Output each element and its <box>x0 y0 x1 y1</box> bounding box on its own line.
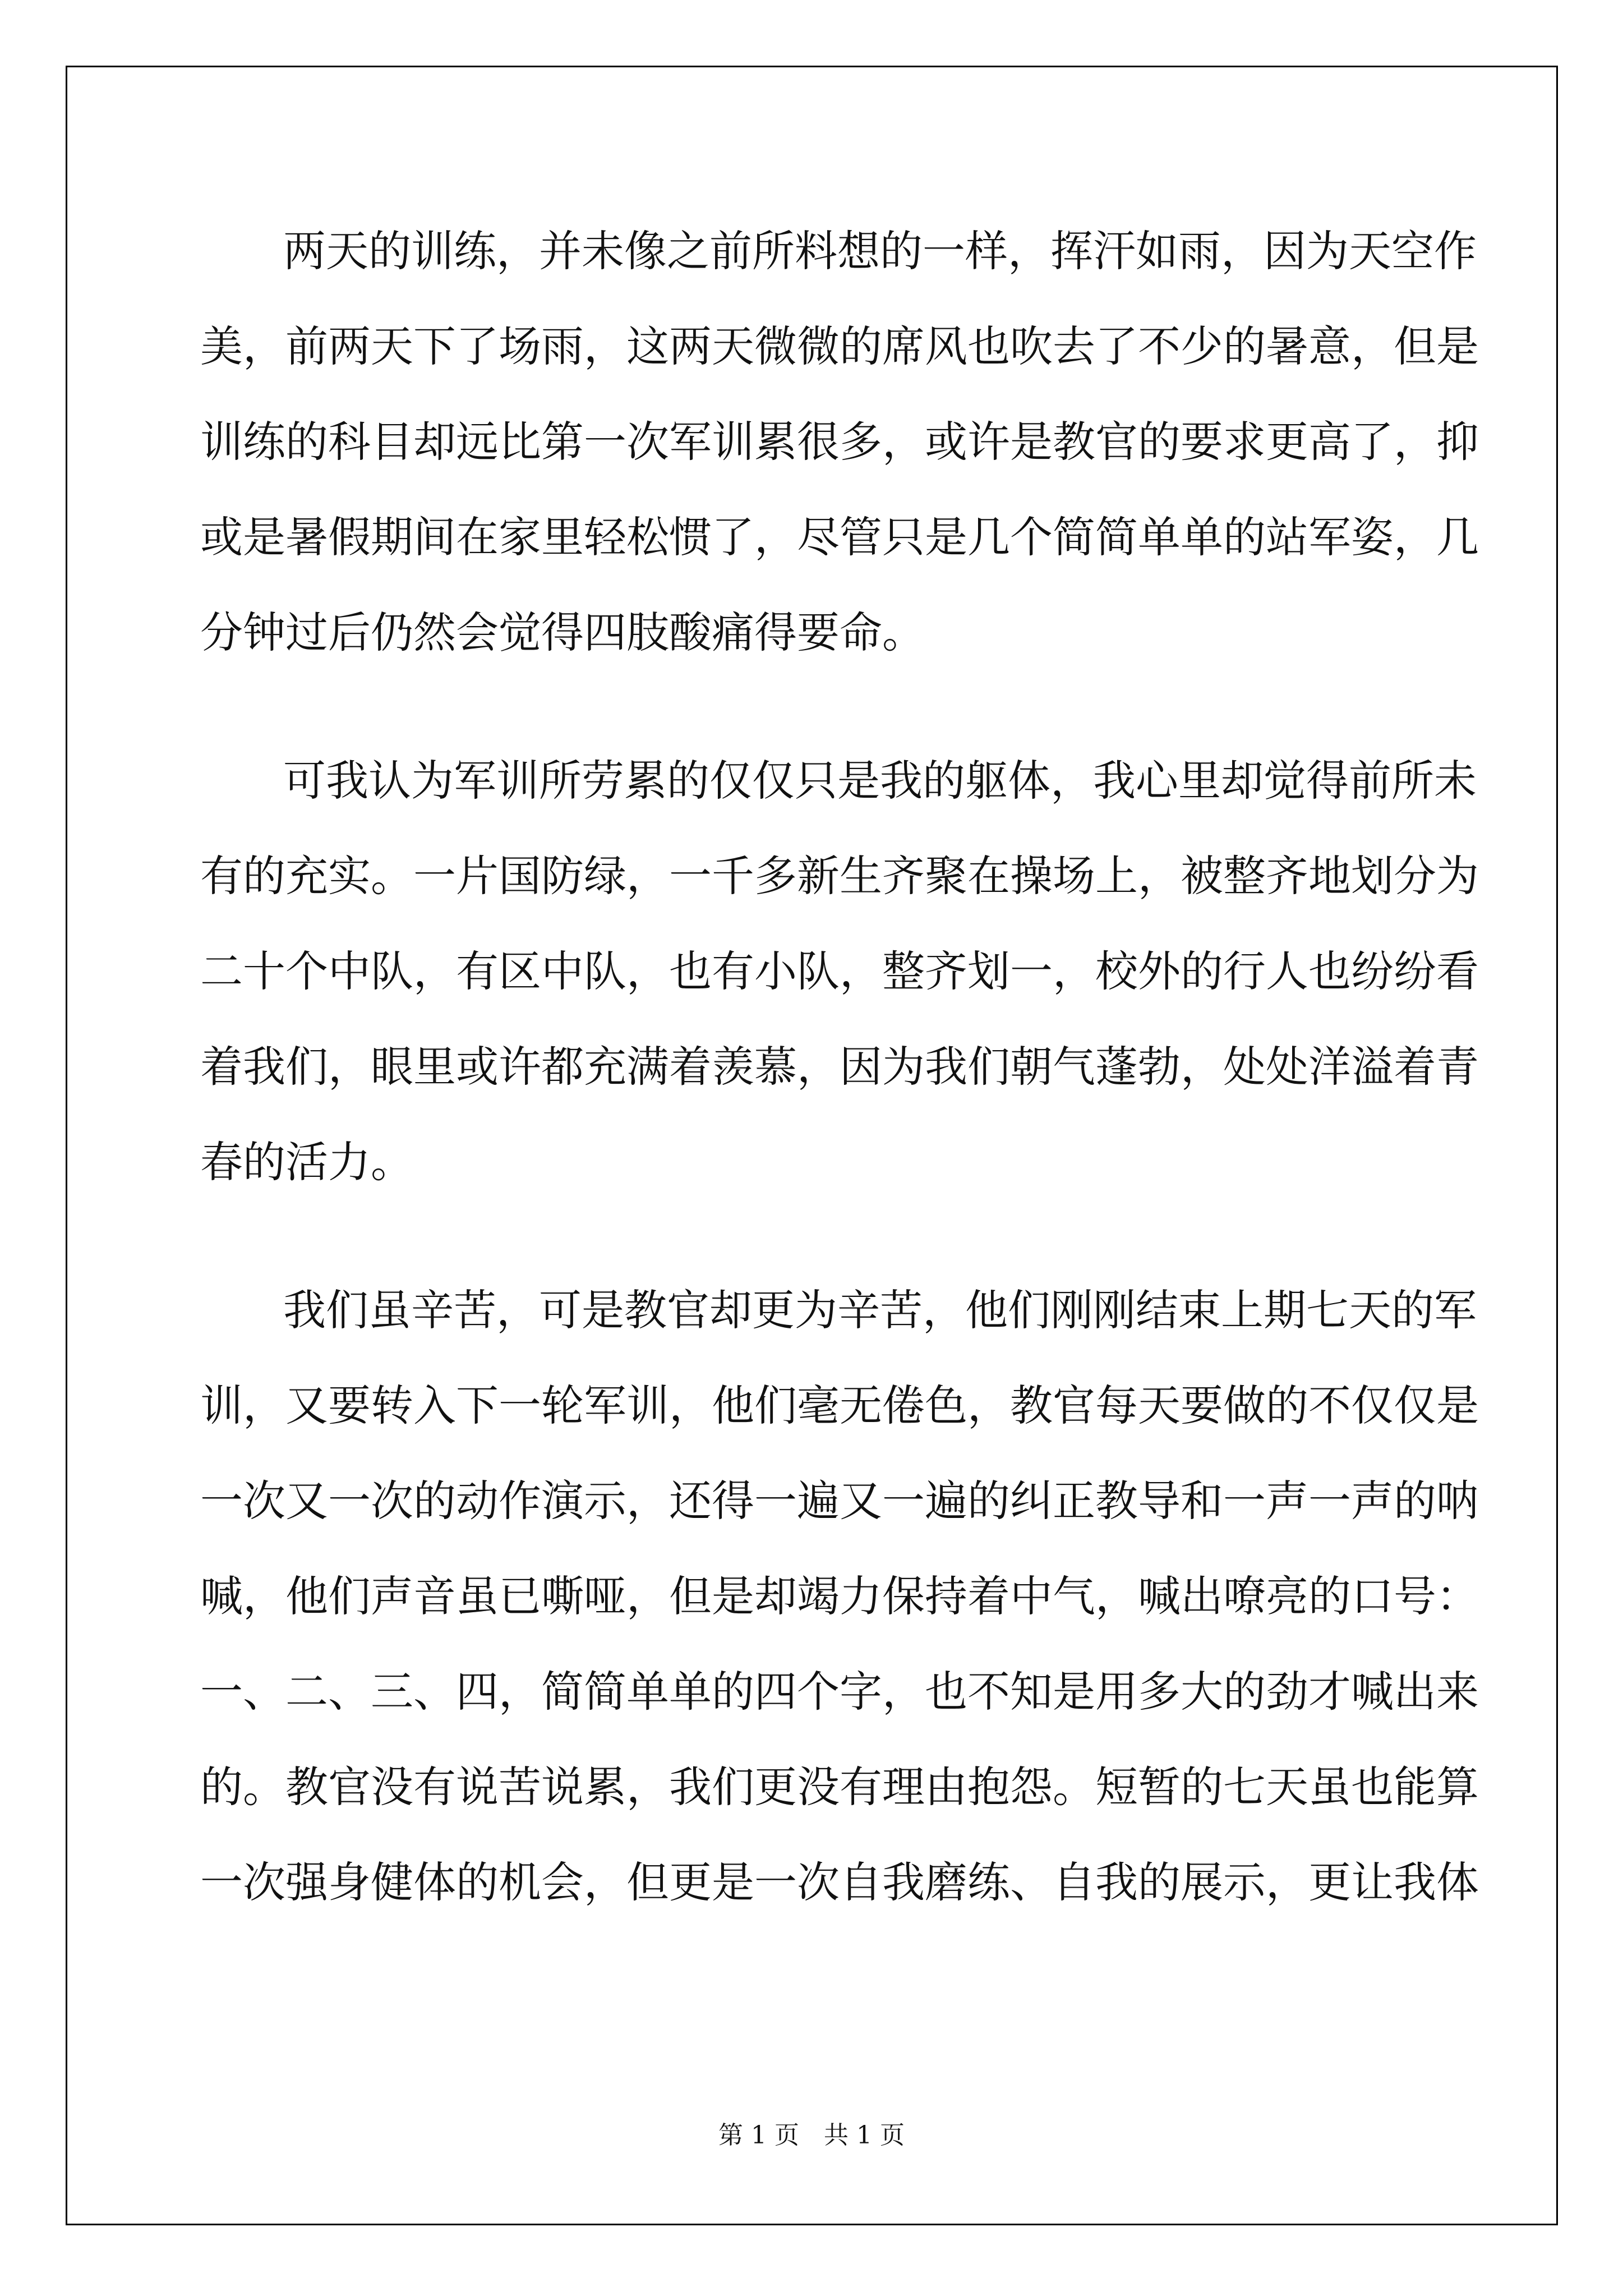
text-line: 我们虽辛苦，可是教官却更为辛苦，他们刚刚结束上期七天的军 <box>283 1285 1477 1335</box>
text-line: 两天的训练，并未像之前所料想的一样，挥汗如雨，因为天空作 <box>283 226 1477 276</box>
text-line: 可我认为军训所劳累的仅仅只是我的躯体，我心里却觉得前所未 <box>283 756 1477 806</box>
text-line: 二十个中队，有区中队，也有小队，整齐划一，校外的行人也纷纷看 <box>200 946 1479 996</box>
text-line: 训练的科目却远比第一次军训累很多，或许是教官的要求更高了，抑 <box>200 417 1479 467</box>
text-line: 一、二、三、四，简简单单的四个字，也不知是用多大的劲才喊出来 <box>200 1667 1479 1717</box>
text-line: 训，又要转入下一轮军训，他们毫无倦色，教官每天要做的不仅仅是 <box>200 1381 1479 1430</box>
text-line: 一次强身健体的机会，但更是一次自我磨练、自我的展示，更让我体 <box>200 1857 1479 1907</box>
text-line: 有的充实。一片国防绿，一千多新生齐聚在操场上，被整齐地划分为 <box>200 851 1479 901</box>
text-line: 春的活力。 <box>200 1137 413 1187</box>
text-line: 或是暑假期间在家里轻松惯了，尽管只是几个简简单单的站军姿，几 <box>200 512 1479 562</box>
text-line: 着我们，眼里或许都充满着羡慕，因为我们朝气蓬勃，处处洋溢着青 <box>200 1042 1479 1092</box>
text-line: 喊，他们声音虽已嘶哑，但是却竭力保持着中气，喊出嘹亮的口号： <box>200 1571 1479 1621</box>
text-line: 分钟过后仍然会觉得四肢酸痛得要命。 <box>200 608 925 657</box>
text-line: 的。教官没有说苦说累，我们更没有理由抱怨。短暂的七天虽也能算 <box>200 1762 1479 1812</box>
page-footer: 第 1 页 共 1 页 <box>718 2121 905 2150</box>
text-line: 一次又一次的动作演示，还得一遍又一遍的纠正教导和一声一声的呐 <box>200 1476 1479 1526</box>
text-line: 美，前两天下了场雨，这两天微微的席风也吹去了不少的暑意，但是 <box>200 321 1479 371</box>
